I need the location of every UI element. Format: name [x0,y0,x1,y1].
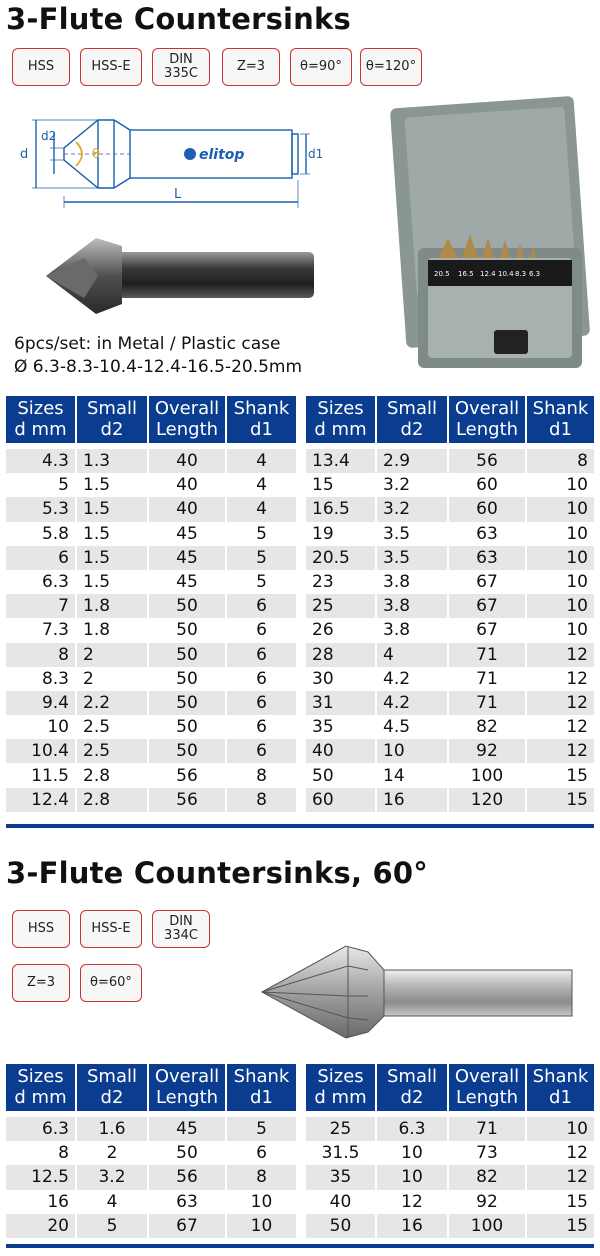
cell-overall-length: 92 [448,1190,526,1214]
table-row [306,473,594,497]
case-label-10-4: 10.4 [498,270,514,278]
cell-small-d2: 4.2 [376,691,448,715]
cell-small-d2: 1.8 [76,594,148,618]
cell-size: 35 [306,715,376,739]
badge-angle-120: θ=120° [360,48,422,86]
cell-small-d2: 1.5 [76,473,148,497]
cell-small-d2: 2.5 [76,739,148,763]
cell-shank-d1: 15 [526,1214,594,1238]
cell-size: 30 [306,667,376,691]
cell-size: 6.3 [6,1117,76,1141]
cell-overall-length: 50 [148,715,226,739]
header-shank: Shank d1 [526,1064,594,1111]
cell-overall-length: 60 [448,473,526,497]
section-divider-2 [6,1244,594,1248]
header-overall: Overall Length [448,1064,526,1111]
cell-overall-length: 50 [148,1141,226,1165]
table-row [6,715,296,739]
cell-overall-length: 92 [448,739,526,763]
table-row [306,1214,594,1238]
cell-overall-length: 63 [448,546,526,570]
cell-shank-d1: 5 [226,570,296,594]
label-d1: d1 [308,147,324,161]
label-L: L [174,187,182,202]
table-row [306,594,594,618]
cell-size: 35 [306,1165,376,1189]
header-small: Small d2 [76,396,148,443]
cell-shank-d1: 6 [226,1141,296,1165]
cell-size: 40 [306,739,376,763]
cell-shank-d1: 6 [226,643,296,667]
table-row [6,522,296,546]
table-row [306,1117,594,1141]
cell-small-d2: 2 [76,667,148,691]
cell-shank-d1: 12 [526,1141,594,1165]
header-overall: Overall Length [448,396,526,443]
cell-overall-length: 50 [148,739,226,763]
table-row [306,788,594,812]
cell-size: 7 [6,594,76,618]
cell-small-d2: 1.5 [76,570,148,594]
cell-small-d2: 2.8 [76,763,148,787]
cell-shank-d1: 5 [226,1117,296,1141]
cell-size: 9.4 [6,691,76,715]
table-row [6,763,296,787]
table-row [6,1141,296,1165]
cell-size: 50 [306,1214,376,1238]
cell-size: 19 [306,522,376,546]
cell-small-d2: 4.2 [376,667,448,691]
cell-overall-length: 45 [148,1117,226,1141]
cell-overall-length: 82 [448,1165,526,1189]
cell-shank-d1: 4 [226,473,296,497]
cell-shank-d1: 12 [526,1165,594,1189]
cell-small-d2: 5 [76,1214,148,1238]
cell-overall-length: 120 [448,788,526,812]
table-row [6,1214,296,1238]
cell-small-d2: 1.5 [76,546,148,570]
cell-overall-length: 82 [448,715,526,739]
cell-shank-d1: 6 [226,739,296,763]
header-sizes: Sizes d mm [306,396,376,443]
spec-table-1-right [306,396,594,812]
cell-overall-length: 67 [148,1214,226,1238]
cell-small-d2: 2.9 [376,449,448,473]
cell-small-d2: 3.8 [376,618,448,642]
cell-small-d2: 10 [376,1141,448,1165]
cell-overall-length: 71 [448,691,526,715]
cell-size: 8.3 [6,667,76,691]
table-row [306,715,594,739]
cell-small-d2: 2.2 [76,691,148,715]
cell-overall-length: 50 [148,691,226,715]
label-d: d [20,147,29,162]
cell-overall-length: 67 [448,618,526,642]
badge-hss: HSS [12,910,70,948]
table-row [6,1165,296,1189]
badge-flutes: Z=3 [222,48,280,86]
cell-small-d2: 4 [376,643,448,667]
header-sizes: Sizes d mm [6,1064,76,1111]
header-small: Small d2 [76,1064,148,1111]
cell-shank-d1: 15 [526,763,594,787]
cell-overall-length: 100 [448,763,526,787]
label-d2: d2 [41,129,57,143]
cell-size: 50 [306,763,376,787]
cell-small-d2: 3.5 [376,522,448,546]
cell-size: 20.5 [306,546,376,570]
table-row [6,497,296,521]
cell-small-d2: 3.5 [376,546,448,570]
table-row [6,1117,296,1141]
cell-shank-d1: 15 [526,1190,594,1214]
cell-shank-d1: 12 [526,739,594,763]
technical-drawing [14,108,324,212]
cell-size: 40 [306,1190,376,1214]
cell-shank-d1: 8 [226,1165,296,1189]
cell-overall-length: 71 [448,1117,526,1141]
case-label-12-4: 12.4 [480,270,496,278]
cell-size: 10.4 [6,739,76,763]
label-theta: θ [92,147,100,162]
cell-shank-d1: 4 [226,449,296,473]
cell-size: 11.5 [6,763,76,787]
case-photo [394,98,590,382]
case-label-8-3: 8.3 [515,270,527,278]
cell-overall-length: 100 [448,1214,526,1238]
cell-overall-length: 45 [148,546,226,570]
cell-shank-d1: 12 [526,643,594,667]
cell-shank-d1: 15 [526,788,594,812]
cell-shank-d1: 6 [226,715,296,739]
cell-size: 26 [306,618,376,642]
table-row [306,449,594,473]
cell-size: 7.3 [6,618,76,642]
cell-shank-d1: 6 [226,667,296,691]
cell-small-d2: 3.2 [76,1165,148,1189]
cell-overall-length: 45 [148,570,226,594]
table-row [6,473,296,497]
cell-overall-length: 50 [148,618,226,642]
badge-hss-e: HSS-E [80,910,142,948]
cell-small-d2: 1.8 [76,618,148,642]
cell-size: 5.3 [6,497,76,521]
table-row [6,594,296,618]
section1-title: 3-Flute Countersinks [6,2,351,36]
cell-small-d2: 6.3 [376,1117,448,1141]
table-row [6,739,296,763]
spec-table-1-left [6,396,296,812]
case-label-6-3: 6.3 [529,270,541,278]
case-label-16-5: 16.5 [458,270,474,278]
cell-overall-length: 50 [148,643,226,667]
cell-shank-d1: 6 [226,691,296,715]
cell-size: 10 [6,715,76,739]
cell-small-d2: 1.3 [76,449,148,473]
cell-overall-length: 60 [448,497,526,521]
brand-logo-icon [184,148,196,160]
header-overall: Overall Length [148,396,226,443]
cell-size: 60 [306,788,376,812]
cell-shank-d1: 10 [526,473,594,497]
cell-size: 8 [6,1141,76,1165]
spec-table-2-left [6,1064,296,1238]
table-row [6,788,296,812]
cell-size: 6.3 [6,570,76,594]
cell-overall-length: 45 [148,522,226,546]
cell-size: 5 [6,473,76,497]
cell-size: 31 [306,691,376,715]
cell-small-d2: 4 [76,1190,148,1214]
section-divider-1 [6,824,594,828]
cell-overall-length: 71 [448,667,526,691]
cell-overall-length: 63 [448,522,526,546]
cell-shank-d1: 10 [226,1190,296,1214]
cell-overall-length: 67 [448,594,526,618]
countersink-60-photo [256,940,576,1040]
cell-size: 13.4 [306,449,376,473]
badge-din: DIN 334C [152,910,210,948]
cell-size: 23 [306,570,376,594]
cell-overall-length: 56 [448,449,526,473]
table-row [306,643,594,667]
cell-shank-d1: 5 [226,522,296,546]
cell-size: 6 [6,546,76,570]
spec-table-2-right [306,1064,594,1238]
cell-overall-length: 40 [148,473,226,497]
cell-shank-d1: 8 [526,449,594,473]
table-row [306,1141,594,1165]
cell-shank-d1: 10 [526,570,594,594]
cell-shank-d1: 8 [226,763,296,787]
section2-title: 3-Flute Countersinks, 60° [6,856,428,890]
cell-shank-d1: 12 [526,691,594,715]
header-small: Small d2 [376,396,448,443]
table-row [6,1190,296,1214]
cell-small-d2: 1.5 [76,522,148,546]
cell-shank-d1: 12 [526,715,594,739]
cell-overall-length: 71 [448,643,526,667]
cell-size: 8 [6,643,76,667]
cell-overall-length: 40 [148,497,226,521]
cell-size: 12.4 [6,788,76,812]
cell-size: 5.8 [6,522,76,546]
cell-shank-d1: 6 [226,618,296,642]
cell-size: 16.5 [306,497,376,521]
table-row [6,618,296,642]
cell-shank-d1: 4 [226,497,296,521]
header-sizes: Sizes d mm [6,396,76,443]
cell-size: 12.5 [6,1165,76,1189]
badge-hss-e: HSS-E [80,48,142,86]
cell-shank-d1: 10 [526,522,594,546]
cell-shank-d1: 10 [526,618,594,642]
cell-shank-d1: 10 [226,1214,296,1238]
badge-flutes: Z=3 [12,964,70,1002]
badge-hss: HSS [12,48,70,86]
badge-din: DIN 335C [152,48,210,86]
cell-shank-d1: 10 [526,497,594,521]
case-label-20-5: 20.5 [434,270,450,278]
table-row [306,739,594,763]
cell-overall-length: 50 [148,594,226,618]
header-shank: Shank d1 [226,396,296,443]
table-row [306,667,594,691]
header-sizes: Sizes d mm [306,1064,376,1111]
badge-angle-90: θ=90° [290,48,352,86]
cell-small-d2: 16 [376,788,448,812]
cell-overall-length: 56 [148,788,226,812]
cell-shank-d1: 5 [226,546,296,570]
cell-overall-length: 63 [148,1190,226,1214]
table-row [306,546,594,570]
header-shank: Shank d1 [526,396,594,443]
table-row [306,497,594,521]
cell-shank-d1: 10 [526,1117,594,1141]
table-row [306,763,594,787]
cell-small-d2: 1.5 [76,497,148,521]
cell-size: 25 [306,1117,376,1141]
table-row [6,570,296,594]
table-row [6,667,296,691]
cell-small-d2: 2.8 [76,788,148,812]
table-row [306,691,594,715]
cell-size: 28 [306,643,376,667]
table-row [306,1165,594,1189]
cell-overall-length: 56 [148,1165,226,1189]
cell-small-d2: 10 [376,1165,448,1189]
set-note: 6pcs/set: in Metal / Plastic case [14,334,281,354]
cell-small-d2: 2 [76,1141,148,1165]
cell-overall-length: 73 [448,1141,526,1165]
header-overall: Overall Length [148,1064,226,1111]
cell-size: 20 [6,1214,76,1238]
table-row [306,522,594,546]
table-row [6,449,296,473]
cell-small-d2: 10 [376,739,448,763]
cell-small-d2: 2 [76,643,148,667]
cell-size: 15 [306,473,376,497]
cell-size: 25 [306,594,376,618]
brand-name: elitop [199,147,245,163]
header-small: Small d2 [376,1064,448,1111]
table-row [6,546,296,570]
cell-small-d2: 3.2 [376,497,448,521]
cell-small-d2: 2.5 [76,715,148,739]
table-row [306,1190,594,1214]
cell-small-d2: 3.8 [376,570,448,594]
cell-shank-d1: 8 [226,788,296,812]
set-sizes: Ø 6.3-8.3-10.4-12.4-16.5-20.5mm [14,357,303,377]
cell-small-d2: 1.6 [76,1117,148,1141]
cell-overall-length: 67 [448,570,526,594]
badge-angle-60: θ=60° [80,964,142,1002]
cell-size: 16 [6,1190,76,1214]
cell-shank-d1: 10 [526,546,594,570]
cell-shank-d1: 10 [526,594,594,618]
cell-size: 31.5 [306,1141,376,1165]
cell-overall-length: 40 [148,449,226,473]
table-row [306,570,594,594]
cell-size: 4.3 [6,449,76,473]
table-row [6,691,296,715]
cell-small-d2: 16 [376,1214,448,1238]
cell-small-d2: 12 [376,1190,448,1214]
cell-overall-length: 50 [148,667,226,691]
cell-small-d2: 4.5 [376,715,448,739]
cell-overall-length: 56 [148,763,226,787]
cell-shank-d1: 12 [526,667,594,691]
countersink-photo [40,232,320,318]
table-row [6,643,296,667]
cell-small-d2: 3.2 [376,473,448,497]
cell-shank-d1: 6 [226,594,296,618]
header-shank: Shank d1 [226,1064,296,1111]
table-row [306,618,594,642]
cell-small-d2: 14 [376,763,448,787]
cell-small-d2: 3.8 [376,594,448,618]
